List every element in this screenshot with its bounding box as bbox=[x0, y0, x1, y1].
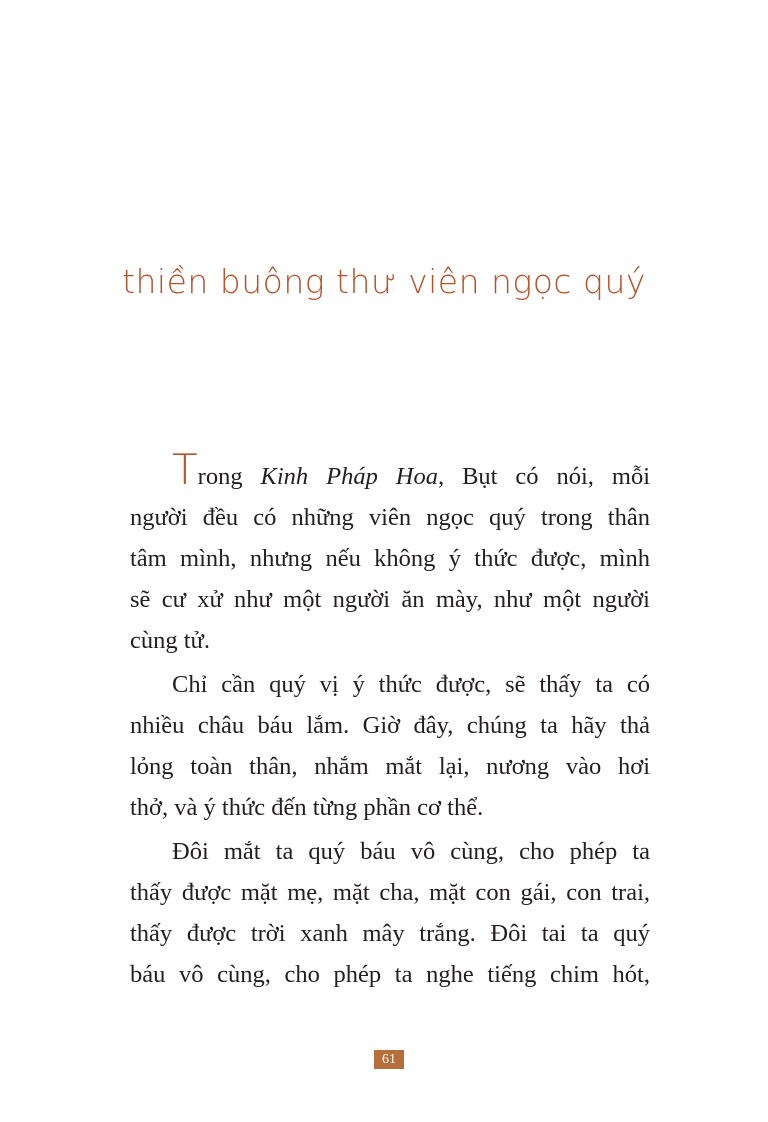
text-line: cùng tử. bbox=[130, 627, 210, 654]
paragraph-1 bbox=[130, 445, 650, 661]
chapter-title: thiền buông thư viên ngọc quý bbox=[122, 262, 646, 301]
text-line: lỏng toàn thân, nhắm mắt lại, nương vào hơi bbox=[130, 753, 650, 780]
paragraph-3 bbox=[130, 831, 650, 995]
text-line: tâm mình, nhưng nếu không ý thức được, mình bbox=[130, 545, 650, 572]
text-line: thở, và ý thức đến từng phần cơ thể. bbox=[130, 794, 484, 821]
book-title-italic: Kinh Pháp Hoa, bbox=[260, 463, 445, 490]
text-segment: rong bbox=[197, 463, 261, 490]
text-line: nhiều châu báu lắm. Giờ đây, chúng ta hãy thả bbox=[130, 712, 650, 739]
text-line: thấy được mặt mẹ, mặt cha, mặt con gái, con trai, bbox=[130, 879, 650, 906]
paragraph-2 bbox=[130, 664, 650, 828]
page-number: 61 bbox=[374, 1050, 404, 1069]
text-segment: Bụt có nói, mỗi bbox=[444, 463, 650, 490]
body-text bbox=[130, 445, 650, 998]
text-line: báu vô cùng, cho phép ta nghe tiếng chim hót, bbox=[130, 961, 650, 988]
text-line: người đều có những viên ngọc quý trong thân bbox=[130, 504, 650, 531]
text-line bbox=[130, 445, 650, 497]
text-line: sẽ cư xử như một người ăn mày, như một người bbox=[130, 586, 650, 613]
text-line: Đôi mắt ta quý báu vô cùng, cho phép ta bbox=[172, 838, 650, 865]
text-line: thấy được trời xanh mây trắng. Đôi tai ta quý bbox=[130, 920, 650, 947]
drop-cap: T bbox=[172, 445, 198, 494]
text-line: Chỉ cần quý vị ý thức được, sẽ thấy ta có bbox=[172, 671, 650, 698]
